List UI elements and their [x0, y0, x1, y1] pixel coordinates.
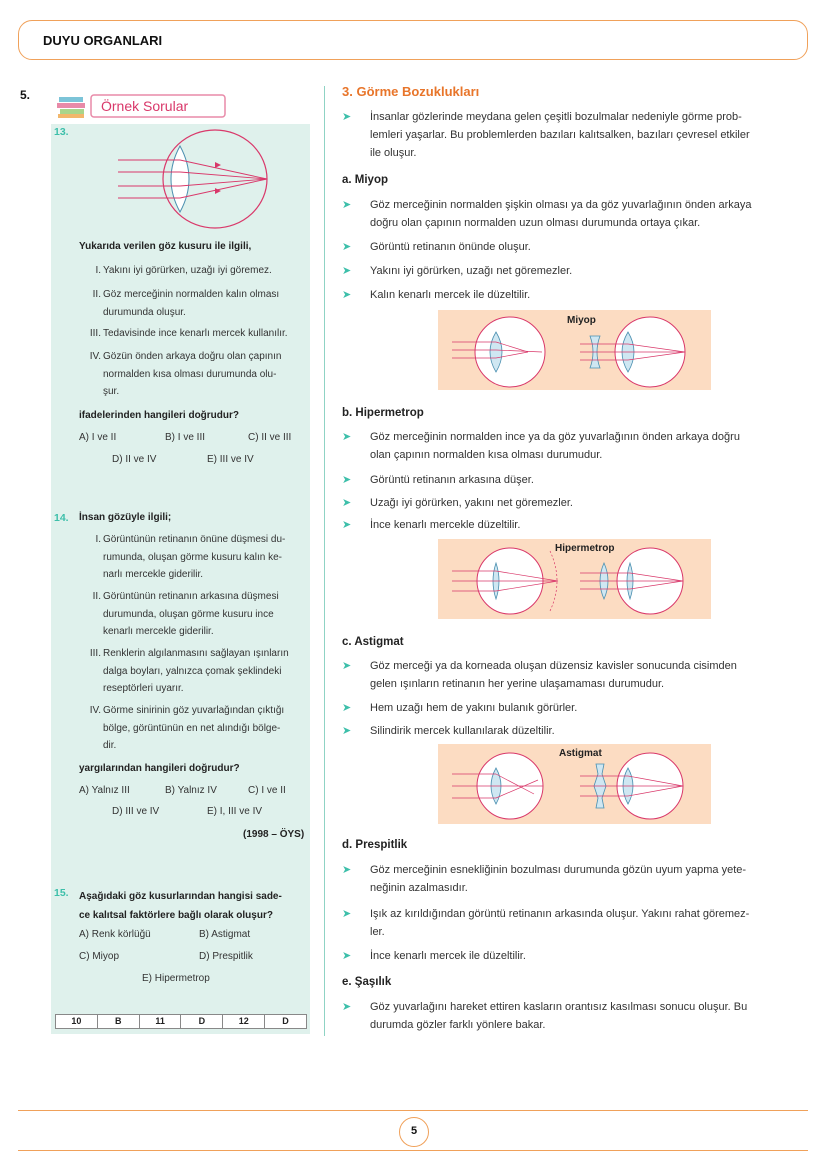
bullet-line: ile oluşur. — [370, 147, 417, 159]
footer-line-bottom — [18, 1150, 808, 1151]
q14-option-b[interactable]: B) Yalnız IV — [165, 785, 217, 796]
answer-key-cell: B — [98, 1015, 140, 1028]
bullet-line: Göz merceğinin esnekliğinin bozulması durumunda gözün uyum yapma yete- — [370, 864, 747, 876]
q14-item-4-roman: IV. — [89, 705, 101, 716]
q14-option-d[interactable]: D) III ve IV — [112, 806, 160, 817]
q14-item-3-line: Renklerin algılanmasını sağlayan ışınların — [103, 648, 289, 659]
arrow-bullet-icon: ➤ — [342, 519, 352, 531]
q14-option-c[interactable]: C) I ve II — [248, 785, 286, 796]
q14-item-4-line: bölge, görüntünün en net alındığı bölge- — [103, 722, 281, 734]
bullet-line: olan çapının normalden kısa olması durumudur. — [370, 449, 603, 461]
prespitlik-heading: d. Prespitlik — [342, 839, 408, 851]
bullet-line: gelen ışınların retinanın her yerine ulaşamaması durumudur. — [370, 678, 665, 690]
answer-key-cell: 10 — [56, 1015, 98, 1028]
q15-option-a[interactable]: A) Renk körlüğü — [79, 929, 151, 940]
q15-stem-line: Aşağıdaki göz kusurlarından hangisi sade- — [79, 891, 282, 902]
q15-option-c[interactable]: C) Miyop — [79, 951, 120, 962]
q13-item-2 — [92, 286, 310, 321]
astigmat-bullet — [342, 699, 808, 717]
arrow-bullet-icon: ➤ — [342, 908, 352, 920]
miyop-figure-label: Miyop — [567, 315, 596, 326]
q13-option-e[interactable]: E) III ve IV — [207, 454, 254, 465]
q13-item-1-roman: I. — [95, 265, 101, 276]
q15-option-d[interactable]: D) Prespitlik — [199, 951, 253, 962]
bullet-line: Hem uzağı hem de yakını bulanık görürler. — [370, 702, 578, 714]
arrow-bullet-icon: ➤ — [342, 660, 352, 672]
bullet-line: Kalın kenarlı mercek ile düzeltilir. — [370, 289, 531, 301]
q14-option-e[interactable]: E) I, III ve IV — [207, 806, 263, 817]
astigmat-heading: c. Astigmat — [342, 636, 404, 648]
q14-option-a[interactable]: A) Yalnız III — [79, 785, 130, 796]
answer-key-cell: D — [181, 1015, 223, 1028]
astigmat-bullet — [342, 657, 808, 693]
arrow-bullet-icon: ➤ — [342, 497, 352, 509]
q13-item-1-line: Yakını iyi görürken, uzağı iyi göremez. — [103, 265, 272, 276]
miyop-bullet — [342, 238, 808, 256]
examples-ribbon — [55, 93, 227, 119]
q14-item-3-line: reseptörleri uyarır. — [103, 683, 184, 694]
bullet-line: doğru olan çapının normalden uzun olması durumunda ortaya çıkar. — [370, 217, 701, 229]
arrow-bullet-icon: ➤ — [342, 702, 352, 714]
q14-prompt: yargılarından hangileri doğrudur? — [79, 763, 240, 774]
miyop-heading: a. Miyop — [342, 174, 389, 186]
arrow-bullet-icon: ➤ — [342, 241, 352, 253]
q13-item-4-line: normalden kısa olması durumunda olu- — [103, 368, 277, 380]
miyop-bullet — [342, 262, 808, 280]
q13-item-4-line: şur. — [103, 386, 120, 397]
q13-item-3 — [89, 325, 310, 343]
q14-source: (1998 – ÖYS) — [243, 829, 305, 840]
hipermetrop-bullet — [342, 428, 808, 464]
prespitlik-bullet — [342, 905, 808, 941]
q15-stem-line: ce kalıtsal faktörlere bağlı olarak oluşur? — [79, 910, 273, 921]
arrow-bullet-icon: ➤ — [342, 199, 352, 211]
arrow-bullet-icon: ➤ — [342, 864, 352, 876]
arrow-bullet-icon: ➤ — [342, 265, 352, 277]
arrow-bullet-icon: ➤ — [342, 111, 352, 123]
q14-item-2-roman: II. — [92, 591, 101, 602]
section-number: 5. — [20, 88, 31, 102]
bullet-line: İnsanlar gözlerinde meydana gelen çeşitli bozulmalar nedeniyle görme prob- — [370, 111, 742, 123]
q14-number: 14. — [54, 512, 69, 524]
q15-option-b[interactable]: B) Astigmat — [199, 929, 251, 940]
page-number: 5 — [399, 1117, 429, 1147]
q14-item-1-roman: I. — [95, 534, 101, 545]
miyop-bullet — [342, 196, 808, 232]
bullet-line: Göz merceğinin normalden şişkin olması ya da göz yuvarlağının önden arkaya — [370, 199, 752, 211]
q13-item-2-line: durumunda oluşur. — [103, 306, 186, 318]
q14-item-2-line: kenarlı mercekle giderilir. — [103, 626, 214, 637]
arrow-bullet-icon: ➤ — [342, 431, 352, 443]
column-divider — [324, 86, 325, 1036]
bullet-line: lemleri yaşarlar. Bu problemlerden bazıları kalıtsalken, bazıları çevresel etkiler — [370, 129, 750, 141]
footer-line-top — [18, 1110, 808, 1111]
sasilik-bullet — [342, 998, 808, 1034]
q13-item-4 — [89, 348, 310, 401]
q14-item-3 — [89, 645, 310, 698]
bullet-line: ler. — [370, 926, 385, 938]
q14-item-4-line: dir. — [103, 740, 117, 751]
q14-item-1-line: narlı mercekle giderilir. — [103, 569, 204, 580]
arrow-bullet-icon: ➤ — [342, 725, 352, 737]
hipermetrop-bullet — [342, 471, 808, 489]
bullet-line: Göz yuvarlağını hareket ettiren kasların orantısız kasılması sonucu oluşur. Bu — [370, 1001, 748, 1013]
answer-key-cell: 11 — [140, 1015, 182, 1028]
astigmat-figure-label: Astigmat — [559, 748, 602, 759]
q13-option-a[interactable]: A) I ve II — [79, 432, 117, 443]
bullet-line: Görüntü retinanın arkasına düşer. — [370, 474, 534, 486]
hipermetrop-figure-label: Hipermetrop — [555, 543, 615, 554]
q13-stem: Yukarıda verilen göz kusuru ile ilgili, — [79, 241, 252, 252]
hipermetrop-heading: b. Hipermetrop — [342, 407, 424, 419]
q14-item-1 — [95, 531, 310, 584]
q15-option-e[interactable]: E) Hipermetrop — [142, 973, 210, 984]
intro-bullet — [342, 108, 808, 162]
q14-item-2-line: Görüntünün retinanın arkasına düşmesi — [103, 591, 279, 602]
prespitlik-bullet — [342, 947, 808, 965]
section-title: 3. Görme Bozuklukları — [342, 84, 480, 99]
q13-option-b[interactable]: B) I ve III — [165, 432, 206, 443]
bullet-line: İnce kenarlı mercekle düzeltilir. — [370, 519, 521, 531]
bullet-line: durumda gözler farklı yönlere bakar. — [370, 1019, 546, 1031]
prespitlik-bullet — [342, 861, 808, 897]
bullet-line: Görüntü retinanın önünde oluşur. — [370, 241, 531, 253]
q15-number: 15. — [54, 887, 69, 899]
miyop-bullet — [342, 286, 808, 304]
bullet-line: İnce kenarlı mercek ile düzeltilir. — [370, 950, 526, 962]
bullet-line: neğinin azalmasıdır. — [370, 882, 468, 894]
answer-key-cell: D — [282, 1016, 289, 1026]
hipermetrop-figure — [438, 539, 711, 619]
astigmat-bullet — [342, 722, 808, 740]
q13-option-c[interactable]: C) II ve III — [248, 432, 292, 443]
q13-item-1 — [95, 262, 310, 280]
q13-option-d[interactable]: D) II ve IV — [112, 454, 157, 465]
q13-item-4-line: Gözün önden arkaya doğru olan çapının — [103, 351, 282, 362]
arrow-bullet-icon: ➤ — [342, 950, 352, 962]
q14-item-3-roman: III. — [89, 648, 101, 659]
q13-prompt: ifadelerinden hangileri doğrudur? — [79, 410, 240, 421]
q14-item-1-line: Görüntünün retinanın önüne düşmesi du- — [103, 534, 286, 545]
sasilik-heading: e. Şaşılık — [342, 976, 392, 988]
q13-item-2-roman: II. — [92, 289, 101, 300]
arrow-bullet-icon: ➤ — [342, 474, 352, 486]
header-bar — [18, 20, 808, 60]
examples-label: Örnek Sorular — [101, 98, 189, 114]
q13-item-3-line: Tedavisinde ince kenarlı mercek kullanılır. — [103, 328, 288, 339]
bullet-line: Uzağı iyi görürken, yakını net göremezler. — [370, 497, 573, 509]
bullet-line: Yakını iyi görürken, uzağı net göremezler. — [370, 265, 573, 277]
hipermetrop-bullet — [342, 516, 808, 534]
q13-item-4-roman: IV. — [89, 351, 101, 362]
chapter-title: DUYU ORGANLARI — [43, 33, 163, 48]
q14-item-1-line: rumunda, oluşan görme kusuru kalın ke- — [103, 551, 282, 563]
answer-key — [55, 1014, 307, 1029]
q13-item-2-line: Göz merceğinin normalden kalın olması — [103, 289, 280, 300]
arrow-bullet-icon: ➤ — [342, 289, 352, 301]
bullet-line: Göz merceğinin normalden ince ya da göz yuvarlağının önden arkaya doğru — [370, 431, 740, 443]
q15-stem — [79, 887, 309, 925]
myopia-eye-diagram — [110, 126, 280, 232]
bullet-line: Göz merceği ya da korneada oluşan düzensiz kavisler sonucunda cisimden — [370, 660, 737, 672]
q14-item-4-line: Görme sinirinin göz yuvarlağından çıktığı — [103, 705, 285, 716]
q14-item-4 — [89, 702, 310, 755]
q14-item-2-line: durumunda, oluşan görme kusuru ince — [103, 608, 274, 620]
q13-number: 13. — [54, 126, 69, 138]
q14-item-2 — [92, 588, 310, 641]
arrow-bullet-icon: ➤ — [342, 1001, 352, 1013]
q14-item-3-line: dalga boyları, yalnızca çomak şeklindeki — [103, 665, 282, 677]
miyop-figure — [438, 310, 711, 390]
q13-item-3-roman: III. — [89, 328, 101, 339]
bullet-line: Silindirik mercek kullanılarak düzeltilir. — [370, 725, 555, 737]
hipermetrop-bullet — [342, 494, 808, 512]
astigmat-figure — [438, 744, 711, 824]
answer-key-cell: 12 — [223, 1015, 265, 1028]
bullet-line: Işık az kırıldığından görüntü retinanın arkasında oluşur. Yakını rahat göremez- — [370, 908, 750, 920]
q14-stem: İnsan gözüyle ilgili; — [79, 512, 172, 523]
